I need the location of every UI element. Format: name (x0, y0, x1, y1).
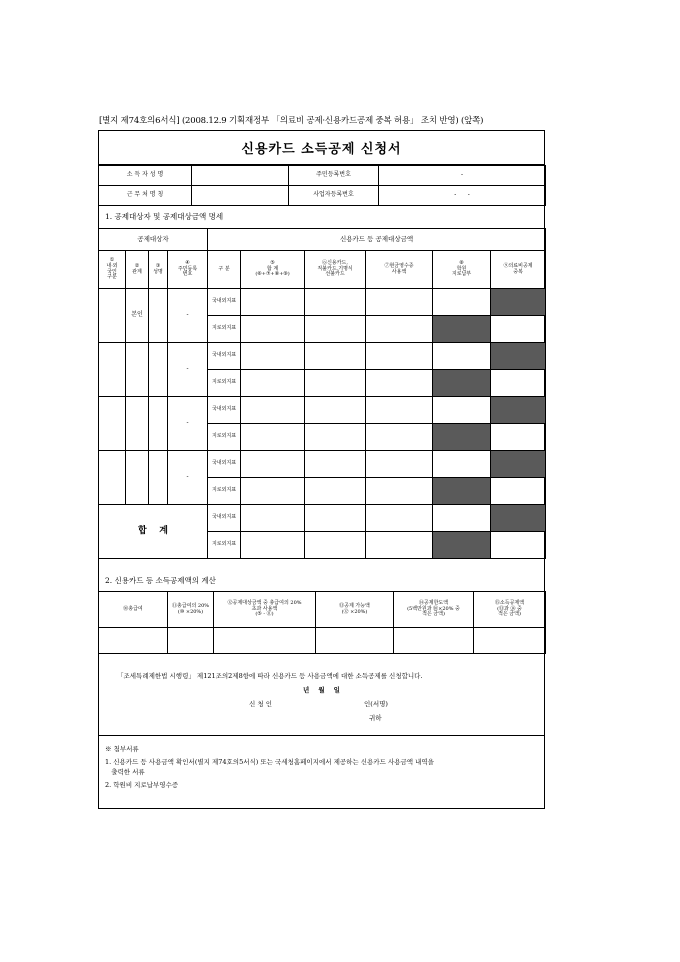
calc-20pct[interactable] (168, 628, 214, 654)
total-label: 합 계 (99, 505, 208, 559)
person-1-rrn[interactable]: - (168, 289, 208, 343)
row-category: 국내외지표 (208, 289, 241, 316)
amount-cell[interactable] (241, 478, 305, 505)
amount-cell[interactable] (305, 478, 366, 505)
amount-cell[interactable] (305, 370, 366, 397)
col-total: ⑤ 합 계 (⑥+⑦+⑧+⑨) (241, 251, 305, 289)
person-3-nationality[interactable] (99, 397, 126, 451)
row-category: 국내외지표 (208, 397, 241, 424)
calc-possible[interactable] (316, 628, 394, 654)
amount-cell[interactable] (305, 397, 366, 424)
row-category: 지로외지표 (208, 424, 241, 451)
workplace-field[interactable] (192, 186, 289, 206)
row-category: 지로외지표 (208, 370, 241, 397)
shaded-cell (433, 316, 491, 343)
person-4-rrn[interactable]: - (168, 451, 208, 505)
amount-cell[interactable] (241, 289, 305, 316)
amount-cell[interactable] (241, 451, 305, 478)
declaration-text: 「조세특례제한법 시행령」 제121조의2제8항에 따라 신용카드 등 사용금액에 대한 소득공제를 신청합니다. (117, 672, 423, 680)
amount-cell[interactable] (366, 289, 433, 316)
col-name: ③ 성명 (149, 251, 168, 289)
col-academy-giro: ⑧ 학원 지로납부 (433, 251, 491, 289)
rrn-label: 주민등록번호 (289, 166, 379, 186)
amount-cell[interactable] (366, 424, 433, 451)
amount-cell[interactable] (241, 343, 305, 370)
col-nationality: ① 내·외 국인 구분 (99, 251, 126, 289)
notes-title: ※ 첨부서류 (105, 745, 139, 753)
person-1-nationality[interactable] (99, 289, 126, 343)
workplace-label: 근 무 처 명 칭 (99, 186, 192, 206)
person-2-name[interactable] (149, 343, 168, 397)
amount-cell[interactable] (305, 289, 366, 316)
col-cash-receipt: ⑦현금영수증 사용액 (366, 251, 433, 289)
amount-cell[interactable] (491, 532, 546, 559)
calc-header-total-salary: ⑩총급여 (99, 592, 168, 628)
amount-cell[interactable] (366, 532, 433, 559)
person-3-name[interactable] (149, 397, 168, 451)
shaded-cell (491, 397, 546, 424)
name-field[interactable] (192, 166, 289, 186)
group-header-targets: 공제대상자 (99, 229, 208, 251)
amount-cell[interactable] (433, 397, 491, 424)
rrn-field[interactable]: - (379, 166, 546, 186)
notes-divider (99, 735, 544, 736)
col-credit-card: ⑥신용카드, 직불카드,기명식 선불카드 (305, 251, 366, 289)
calc-excess[interactable] (214, 628, 316, 654)
amount-cell[interactable] (366, 370, 433, 397)
calc-deduction[interactable] (474, 628, 546, 654)
brn-field[interactable]: - - (379, 186, 546, 206)
shaded-cell (491, 289, 546, 316)
amount-cell[interactable] (305, 505, 366, 532)
amount-cell[interactable] (305, 532, 366, 559)
notes-item-2: 2. 학원비 지로납부영수증 (105, 781, 179, 789)
col-rrn: ④ 주민등록 번호 (168, 251, 208, 289)
amount-cell[interactable] (241, 370, 305, 397)
amount-cell[interactable] (305, 451, 366, 478)
person-4-relation[interactable] (126, 451, 149, 505)
calc-header-limit: ⑭공제한도액 (5백만원과 ⑩×20% 중 적은 금액) (394, 592, 474, 628)
shaded-cell (433, 478, 491, 505)
row-category: 지로외지표 (208, 532, 241, 559)
calc-header-20pct: ⑪총급여의 20% (⑩ ×20%) (168, 592, 214, 628)
person-2-nationality[interactable] (99, 343, 126, 397)
amount-cell[interactable] (241, 532, 305, 559)
col-relation: ② 관계 (126, 251, 149, 289)
amount-cell[interactable] (366, 478, 433, 505)
row-category: 지로외지표 (208, 478, 241, 505)
amount-cell[interactable] (491, 370, 546, 397)
shaded-cell (491, 451, 546, 478)
applicant-sign[interactable]: 인(서명) (364, 700, 388, 708)
amount-cell[interactable] (491, 316, 546, 343)
form-header-note: [별지 제74호의6서식] (2008.12.9 기획재정부 「의료비 공제·신용카드공제 중복 허용」 조치 반영) (앞쪽) (99, 116, 484, 126)
name-label: 소 득 자 성 명 (99, 166, 192, 186)
person-2-relation[interactable] (126, 343, 149, 397)
amount-cell[interactable] (366, 505, 433, 532)
amount-cell[interactable] (241, 424, 305, 451)
row-category: 국내외지표 (208, 505, 241, 532)
shaded-cell (433, 532, 491, 559)
amount-cell[interactable] (491, 478, 546, 505)
deduction-calc-table (98, 591, 546, 654)
person-4-name[interactable] (149, 451, 168, 505)
form-title: 신용카드 소득공제 신청서 (99, 131, 544, 165)
amount-cell[interactable] (366, 451, 433, 478)
calc-header-deduction: ⑮소득공제액 (⑬과 ⑭ 중 적은 금액) (474, 592, 546, 628)
amount-cell[interactable] (241, 505, 305, 532)
amount-cell[interactable] (433, 343, 491, 370)
group-header-amounts: 신용카드 등 공제대상금액 (208, 229, 546, 251)
declaration-date: 년 월 일 (303, 686, 340, 694)
amount-cell[interactable] (433, 451, 491, 478)
calc-limit[interactable] (394, 628, 474, 654)
person-2-rrn[interactable]: - (168, 343, 208, 397)
amount-cell[interactable] (305, 316, 366, 343)
recipient-label: 귀하 (369, 714, 382, 722)
col-medical-dup: ⑨의료비공제 중복 (491, 251, 546, 289)
application-form (98, 130, 545, 809)
amount-cell[interactable] (366, 397, 433, 424)
section2-title: 2. 신용카드 등 소득공제액의 계산 (105, 576, 216, 585)
applicant-label: 신 청 인 (249, 700, 272, 708)
row-category: 지로외지표 (208, 316, 241, 343)
section1-title: 1. 공제대상자 및 공제대상금액 명세 (105, 212, 224, 221)
amount-cell[interactable] (241, 397, 305, 424)
shaded-cell (433, 424, 491, 451)
shaded-cell (491, 505, 546, 532)
person-3-rrn[interactable]: - (168, 397, 208, 451)
calc-total-salary[interactable] (99, 628, 168, 654)
shaded-cell (491, 343, 546, 370)
col-category: 구 분 (208, 251, 241, 289)
person-1-name[interactable] (149, 289, 168, 343)
shaded-cell (433, 370, 491, 397)
amount-cell[interactable] (433, 505, 491, 532)
amount-cell[interactable] (305, 343, 366, 370)
amount-cell[interactable] (366, 343, 433, 370)
row-category: 국내외지표 (208, 451, 241, 478)
calc-header-excess: ⑫공제대상금액 중 총급여의 20% 초과 사용액 (⑤ - ⑪) (214, 592, 316, 628)
notes-item-1: 1. 신용카드 등 사용금액 확인서(별지 제74호의5서식) 또는 국세청홈페이지에서 제공하는 신용카드 사용금액 내역을 (105, 758, 434, 766)
amount-cell[interactable] (491, 424, 546, 451)
amount-cell[interactable] (241, 316, 305, 343)
amount-cell[interactable] (305, 424, 366, 451)
amount-cell[interactable] (366, 316, 433, 343)
applicant-info-table (98, 165, 546, 206)
person-3-relation[interactable] (126, 397, 149, 451)
row-category: 국내외지표 (208, 343, 241, 370)
notes-item-1b: 출력한 서류 (105, 768, 145, 776)
person-1-relation[interactable]: 본인 (126, 289, 149, 343)
calc-header-possible: ⑬공제 가능액 (⑫ ×20%) (316, 592, 394, 628)
amount-cell[interactable] (433, 289, 491, 316)
person-4-nationality[interactable] (99, 451, 126, 505)
deduction-target-table (98, 228, 546, 559)
brn-label: 사업자등록번호 (289, 186, 379, 206)
